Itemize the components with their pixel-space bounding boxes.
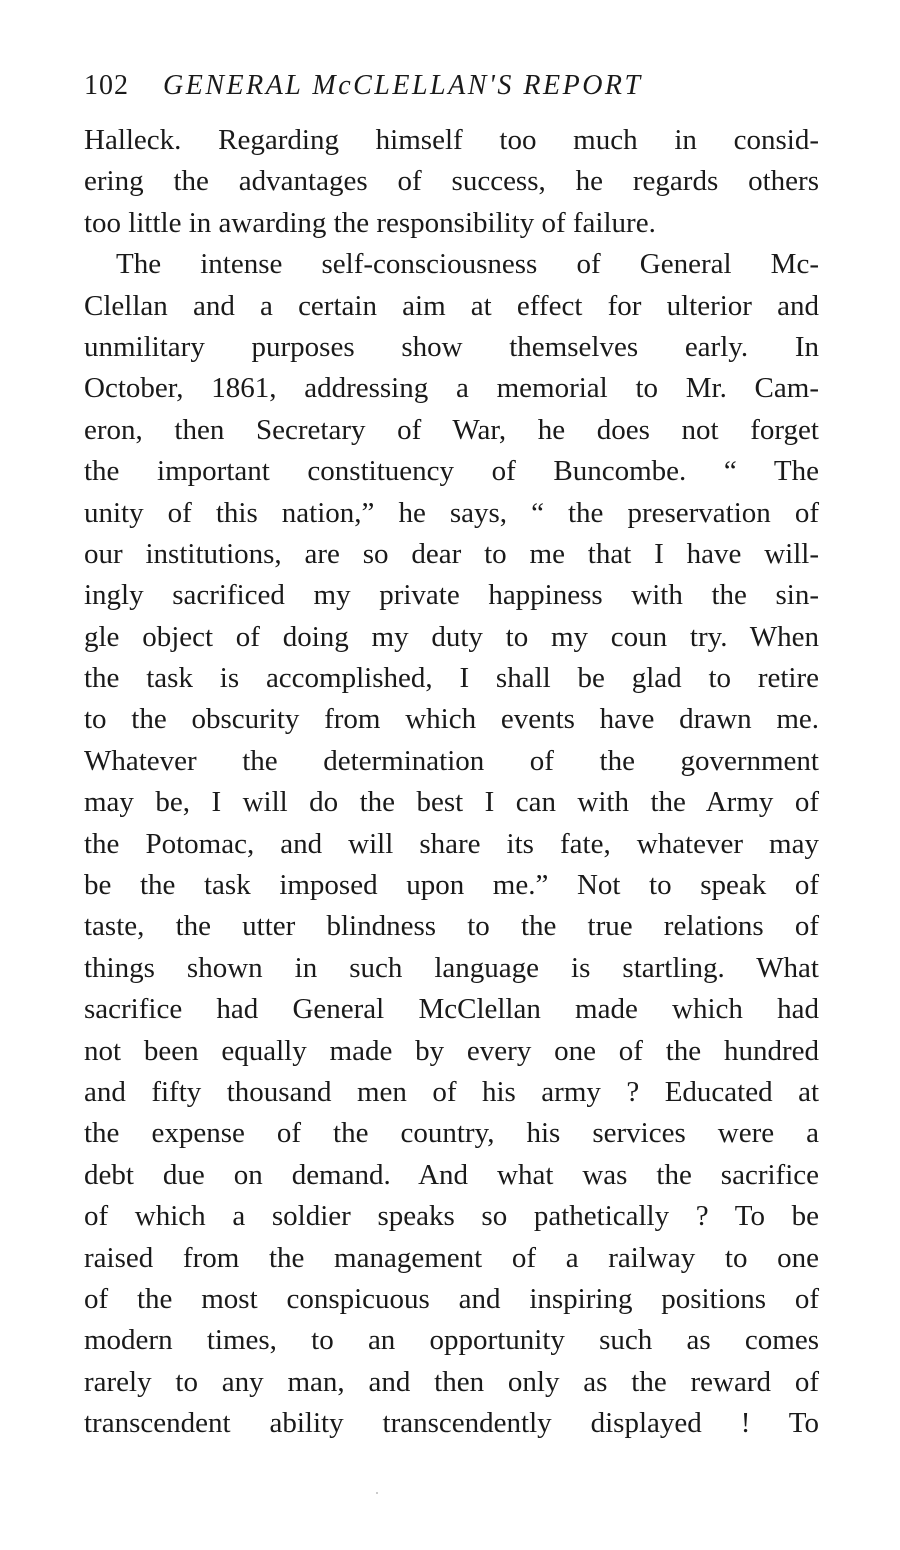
text-line: sacrifice had General McClellan made which had: [84, 993, 819, 1026]
text-line: too little in awarding the responsibility of failure.: [84, 206, 656, 239]
text-line: may be, I will do the best I can with the Army of: [84, 786, 819, 819]
paragraph-first-line: The intense self-consciousness of General Mc-: [116, 248, 819, 281]
text-line: Clellan and a certain aim at effect for ulterior and: [84, 289, 819, 322]
text-line: unmilitary purposes show themselves early. In: [84, 330, 819, 363]
text-line: the Potomac, and will share its fate, whatever may: [84, 827, 819, 860]
text-line: of the most conspicuous and inspiring positions of: [84, 1282, 819, 1315]
text-line: to the obscurity from which events have drawn me.: [84, 703, 819, 736]
paper-speck: [376, 1492, 378, 1494]
text-line: our institutions, are so dear to me that I have will-: [84, 537, 819, 570]
text-line: debt due on demand. And what was the sacrifice: [84, 1158, 819, 1191]
text-line: things shown in such language is startling. What: [84, 951, 819, 984]
text-line: the expense of the country, his services were a: [84, 1117, 819, 1150]
text-line: gle object of doing my duty to my coun try. When: [84, 620, 819, 653]
text-line: of which a soldier speaks so pathetically ? To be: [84, 1200, 819, 1233]
text-line: ingly sacrificed my private happiness with the sin-: [84, 579, 819, 612]
running-title: GENERAL McCLELLAN'S REPORT: [163, 70, 643, 101]
body-text: [84, 120, 819, 1445]
text-line: eron, then Secretary of War, he does not forget: [84, 413, 819, 446]
text-line: unity of this nation,” he says, “ the preservation of: [84, 496, 819, 529]
text-line: the important constituency of Buncombe. “ The: [84, 455, 819, 488]
text-line: the task is accomplished, I shall be glad to retire: [84, 662, 819, 695]
text-line: and fifty thousand men of his army ? Educated at: [84, 1075, 819, 1108]
text-line: modern times, to an opportunity such as comes: [84, 1324, 819, 1357]
text-line: rarely to any man, and then only as the reward of: [84, 1365, 819, 1398]
text-line: ering the advantages of success, he regards others: [84, 165, 819, 198]
text-line: raised from the management of a railway to one: [84, 1241, 819, 1274]
book-page: [84, 70, 819, 1445]
text-line: be the task imposed upon me.” Not to speak of: [84, 869, 819, 902]
text-line: taste, the utter blindness to the true relations of: [84, 910, 819, 943]
text-line: not been equally made by every one of the hundred: [84, 1034, 819, 1067]
text-line: transcendent ability transcendently displayed ! To: [84, 1407, 819, 1440]
text-line: Whatever the determination of the government: [84, 744, 819, 777]
text-line: Halleck. Regarding himself too much in consid-: [84, 124, 819, 156]
page-number: 102: [84, 70, 129, 101]
text-line: October, 1861, addressing a memorial to Mr. Cam-: [84, 372, 819, 405]
running-head: [84, 70, 819, 120]
